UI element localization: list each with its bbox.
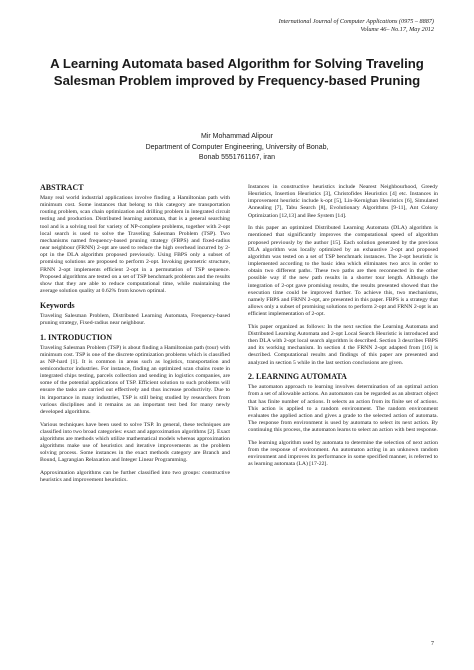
journal-name: International Journal of Computer Applications (0975 – 8887) bbox=[278, 18, 434, 25]
introduction-paragraph: Approximation algorithms can be further classified into two groups: constructive heuristics and improvement heuristics. bbox=[40, 470, 230, 484]
body-paragraph: Instances in constructive heuristics include Nearest Neighbourhood, Greedy Heuristics, Insertion Heuristics [3], Christofides Heuristics [4] etc. Instances in improvement heuristic include k-opt [5], Lin-Kernighan Heuristics [6], Simulated Annealing [7], Tabu Search [8], Evolutionary Algorithms [9-11], Ant Colony Optimization [12,13] and Bee System [14]. bbox=[248, 184, 438, 219]
journal-volume: Volume 46– No.17, May 2012 bbox=[360, 26, 434, 33]
right-column bbox=[248, 184, 438, 474]
author-name: Mir Mohammad Alipour bbox=[201, 133, 273, 140]
paper-title: A Learning Automata based Algorithm for Solving Traveling Salesman Problem improved by Frequency-based Pruning bbox=[50, 56, 424, 88]
abstract-text: Many real world industrial applications involve finding a Hamiltonian path with minimum cost. Some instances that belong to this category are transportation routing problem, scan chain optimization and drilling problem in integrated circuit testing and production. Distributed learning automata, that is a general searching tool and is a solving tool for variety of NP-complete problems, together with 2-opt local search is used to solve the Traveling Salesman Problem (TSP). Two mechanisms named frequency-based pruning strategy (FBPS) and fixed-radius near neighbour (FRNN) 2-opt are used to reduce the high overhead incurred by 2-opt in the DLA algorithm proposed previously. Using FBPS only a subset of promising solutions are proposed to perform 2-opt. Invoking geometric structure, FRNN 2-opt implements efficient 2-opt in a permutation of TSP sequence. Proposed algorithms are tested on a set of TSP benchmark problems and the results show that they are able to reduce computational time, while maintaining the average solution quality at 0.62% from known optimal. bbox=[40, 195, 230, 295]
learning-automata-heading: 2. LEARNING AUTOMATA bbox=[248, 372, 347, 382]
abstract-heading: ABSTRACT bbox=[40, 183, 84, 192]
body-paragraph: This paper organized as follows: In the next section the Learning Automata and Distributed Learning Automata and 2-opt Local Search Heuristic is introduced and then DLA with 2-opt local search algorithm is described. Section 3 describes FBPS and its working mechanism. In section 4 the FRNN 2-opt adapted from [16] is described. Computational results and findings of this paper are presented and analyzed in section 5 while in the last section conclusions are given. bbox=[248, 323, 438, 366]
introduction-paragraph: Various techniques have been used to solve TSP. In general, these techniques are classified into two broad categories: exact and approximation algorithms [2]. Exact algorithms are methods which utilize mathematical models whereas approximation algorithms make use of heuristics and iterative improvements as the problem solving process. Some instances in the exact methods category are Branch and Bound, Lagrangian Relaxation and Integer Linear Programming. bbox=[40, 421, 230, 464]
keywords-text: Traveling Salesman Problem, Distributed Learning Automata, Frequency-based pruning strategy, Fixed-radius near neighbour. bbox=[40, 312, 230, 326]
author-block bbox=[40, 132, 434, 164]
body-paragraph: In this paper an optimized Distributed Learning Automata (DLA) algorithm is mentioned that significantly improves the computational speed of algorithm proposed previously by the author [15]. Each solution generated by the previous DLA algorithm was locally optimized by an exhaustive 2-opt and proposed algorithm was tested on a set of TSP benchmark instances. The 2-opt heuristic is implemented according to the basic idea which eliminates two arcs in order to obtain two different paths. These two paths are then reconnected in the other possible way if the new path results in a shorter tour length. Although the integration of 2-opt gave promising results, the results presented showed that the execution time could be improved further. To achieve this, two mechanisms, namely FBPS and FRNN 2-opt, are presented in this paper. FBPS is a strategy that allows only a subset of promising solutions to perform 2-opt and FRNN 2-opt is an efficient implementation of 2-opt. bbox=[248, 225, 438, 318]
introduction-paragraph: Traveling Salesman Problem (TSP) is about finding a Hamiltonian path (tour) with minimum cost. TSP is one of the discrete optimization problems which is classified as NP-hard [1]. It is common in areas such as logistics, transportation and semiconductor industries. For instance, finding an optimized scan chains route in integrated chips testing, parcels collection and sending in logistics companies, are some of the potential applications of TSP. Efficient solution to such problems will ensure the tasks are carried out effectively and thus increase productivity. Due to its importance in many industries, TSP is still being studied by researchers from various disciplines and it remains as an important test bed for many newly developed algorithms. bbox=[40, 344, 230, 415]
page-number: 7 bbox=[431, 641, 434, 647]
keywords-heading: Keywords bbox=[40, 300, 75, 310]
author-address: Bonab 5551761167, iran bbox=[198, 154, 276, 161]
title-block bbox=[40, 56, 434, 89]
body-paragraph: The automaton approach to learning involves determination of an optimal action from a set of allowable actions. An automaton can be regarded as an abstract object that has finite number of actions. It selects an action from its finite set of actions. This action is applied to a random environment. The random environment evaluates the applied action and gives a grade to the selected action of automata. The response from environment is used by automata to select its next action. By continuing this process, the automaton learns to select an action with best response. bbox=[248, 384, 438, 434]
journal-header bbox=[279, 18, 434, 34]
body-paragraph: The learning algorithm used by automata to determine the selection of next action from the response of environment. An automaton acting in an unknown random environment and improves its performance in some specified manner, is referred to as learning automata (LA) [17-22]. bbox=[248, 439, 438, 468]
author-affiliation: Department of Computer Engineering, University of Bonab, bbox=[145, 143, 329, 151]
left-column bbox=[40, 183, 230, 490]
introduction-heading: 1. INTRODUCTION bbox=[40, 332, 113, 342]
